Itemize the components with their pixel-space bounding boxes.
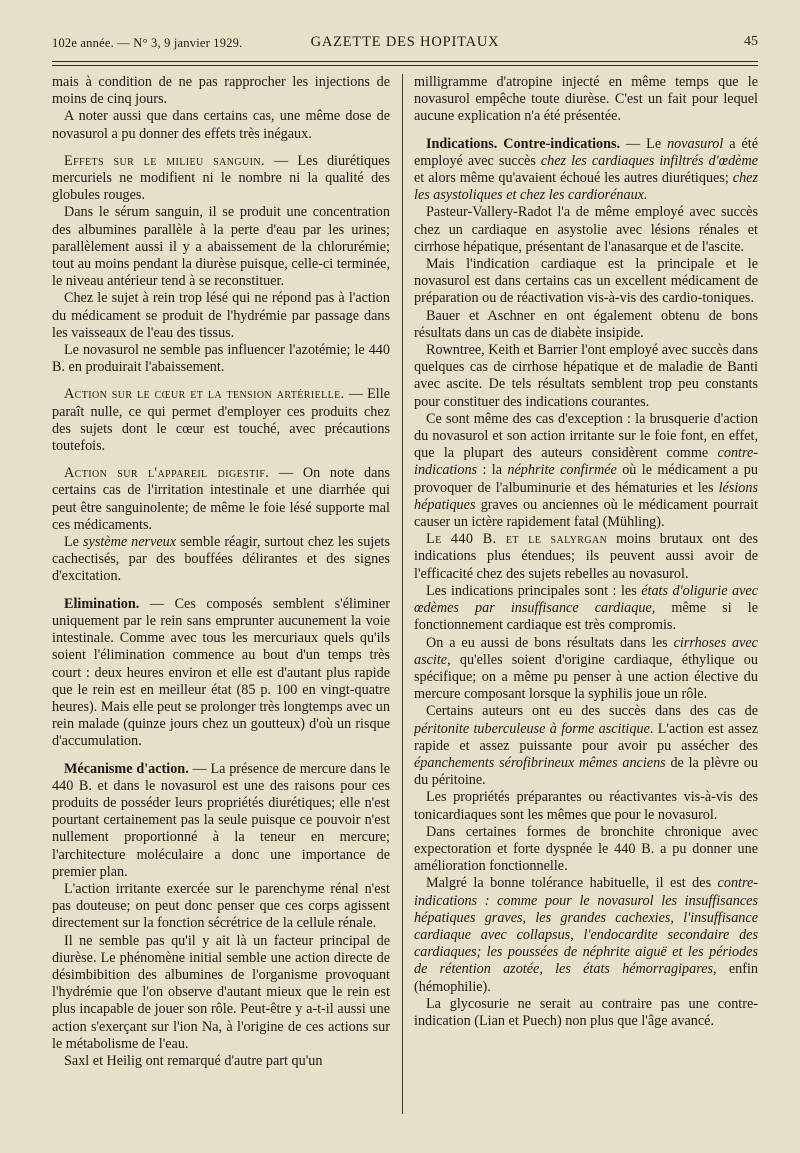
text-run: . L'action est assez rapide et assez puissante pour avoir pu assécher des xyxy=(414,720,758,754)
section-paragraph xyxy=(52,465,390,534)
left-column xyxy=(52,74,390,1144)
section-text: — Ces composés semblent s'éliminer uniquement par le rein sans emprunter aucunement la voie intestinale. Comme avec tous les mercuriaux quels qu'ils soient l'élimination commence au bout d'un temps très court : deux heures environ et elle est d'autant plus rapide que le rein est en meilleur état (85 p. 100 en vingt-quatre heures). Mais elle peut se prolonger très longtemps avec un rein malade (quinze jours chez un goutteux) d'où un risque d'accumulation. xyxy=(52,595,390,750)
section-text: moins brutaux ont des indications plus étendues; ils peuvent aussi avoir de l'efficacité chez des sujets rebelles au novasurol. xyxy=(414,531,758,582)
italic-run: contre-indications xyxy=(414,445,758,479)
italic-run: chez les asystoliques et chez les cardiorénaux. xyxy=(414,170,758,204)
section-heading: Elimination. xyxy=(64,595,140,612)
text-run: où le médicament a pu provoquer de l'albuminurie et des hématuries et les xyxy=(414,462,758,496)
italic-run: lésions hépatiques xyxy=(414,479,758,513)
paragraph xyxy=(414,531,758,583)
paragraph: mais à condition de ne pas rapprocher les injections de moins de cinq jours. xyxy=(52,74,390,108)
page-header xyxy=(52,30,758,54)
paragraph: Rowntree, Keith et Barrier l'ont employé avec succès dans quelques cas de cirrhose hépatique et de maladie de Banti avec ascite. De tels résultats semblent trop peu constants pour constituer des indications courantes. xyxy=(414,342,758,410)
page-number: 45 xyxy=(744,34,758,49)
section-text: — On note dans certains cas de l'irritation intestinale et une diarrhée qui peut être sanguinolente; de même le foie lésé supporte mal ces médicaments. xyxy=(52,465,390,533)
section-heading: Action sur l'appareil digestif. xyxy=(64,465,270,482)
paragraph xyxy=(414,703,758,789)
italic-run: chez les cardiaques infiltrés d'œdème xyxy=(540,152,758,169)
text-run: graves ou anciennes où le médicament pourrait causer un ictère rapidement fatal (Mühling). xyxy=(414,496,758,531)
text-run: , même si le fonctionnement cardiaque est très compromis. xyxy=(414,600,758,634)
section-heading: Indications. Contre-indications. xyxy=(426,135,621,152)
paragraph xyxy=(414,411,758,531)
header-rule-bottom xyxy=(52,65,758,66)
right-column xyxy=(414,74,758,1144)
text-run: : la xyxy=(477,462,508,479)
italic-run: péritonite tuberculeuse à forme ascitique xyxy=(414,720,650,737)
paragraph xyxy=(414,635,758,704)
column-divider xyxy=(402,74,403,1114)
text-run: — Le xyxy=(620,135,668,152)
paragraph: La glycosurie ne serait au contraire pas une contre-indication (Lian et Puech) non plus que l'âge avancé. xyxy=(414,995,758,1029)
section-text: — La présence de mercure dans le 440 B. et dans le novasurol est une des raisons pour ces produits de posséder leurs propriétés diurétiques; elle n'est pourtant certainement pas la seule puisque ce pouvoir n'est nullement proportionné à la teneur en mercure; l'architecture moléculaire a donc une importance de premier plan. xyxy=(52,760,390,880)
paragraph xyxy=(414,583,758,635)
paragraph xyxy=(414,875,758,995)
paragraph: Dans certaines formes de bronchite chronique avec expectoration et forte dyspnée le 440 B. a pu donner une amélioration fonctionnelle. xyxy=(414,823,758,875)
text-run: , qu'elles soient d'origine cardiaque, éthylique ou spécifique; on a même pu penser à une action élective du mercure composant lorsque la syphilis joue un rôle. xyxy=(414,651,758,703)
italic-run: épanchements sérofibrineux mêmes anciens xyxy=(414,754,666,771)
text-run: et alors même qu'avaient échoué les autres diurétiques; xyxy=(414,170,733,187)
section-heading: Effets sur le milieu sanguin. xyxy=(64,152,265,169)
italic-run: cirrhoses avec ascite xyxy=(414,634,758,668)
paragraph: Les propriétés préparantes ou réactivantes vis-à-vis des tonicardiaques sont les mêmes que pour le novasurol. xyxy=(414,789,758,823)
issue-info: 102e année. — N° 3, 9 janvier 1929. xyxy=(52,36,243,50)
section-paragraph xyxy=(52,153,390,205)
paragraph: Le novasurol ne semble pas influencer l'azotémie; le 440 B. en produirait l'abaissement. xyxy=(52,342,390,376)
journal-title: GAZETTE DES HOPITAUX xyxy=(310,34,500,50)
text-run: Certains auteurs ont eu des succès dans des cas de xyxy=(426,703,758,720)
paragraph: Bauer et Aschner en ont également obtenu de bons résultats dans un cas de diabète insipide. xyxy=(414,307,758,341)
italic-run: états d'oligurie avec œdèmes par insuffisance cardiaque xyxy=(414,582,758,617)
text-run: Malgré la bonne tolérance habituelle, il est des xyxy=(426,875,718,892)
text-run: Ce sont même des cas d'exception : la brusquerie d'action du novasurol et son action irritante sur le foie font, en effet, que la plupart des auteurs considèrent comme xyxy=(414,410,758,462)
italic-run: novasurol xyxy=(667,135,724,152)
italic-run: néphrite confirmée xyxy=(507,462,617,479)
paragraph: Saxl et Heilig ont remarqué d'autre part qu'un xyxy=(64,1052,323,1069)
section-text: — Les diurétiques mercuriels ne modifient ni le nombre ni la qualité des globules rouges. xyxy=(52,152,390,204)
text-run: semble réagir, surtout chez les sujets cachectisés, par des bouffées délirantes et des signes d'excitation. xyxy=(52,534,390,585)
text-run: , enfin (hémophilie). xyxy=(414,961,758,995)
section-paragraph xyxy=(52,386,390,455)
text-run: Les indications principales sont : les xyxy=(426,582,642,599)
section-paragraph xyxy=(52,761,390,881)
paragraph: Mais l'indication cardiaque est la principale et le novasurol est dans certains cas un excellent médicament de préparation ou de réactivation vis-à-vis des cardio-toniques. xyxy=(414,256,758,307)
italic-run: contre-indications : comme pour le novasurol les insuffisances hépatiques graves, les grandes cachexies, l'insuffisance cardiaque avec collapsus, l'endocardite secondaire des cardiaques; les poussées de néphrite aiguë et les périodes de rétention azotée, les états hémorragipares xyxy=(414,875,758,978)
section-heading: Le 440 B. et le salyrgan xyxy=(426,531,608,548)
section-text: — Elle paraît nulle, ce qui permet d'employer ces produits chez des sujets dont le cœur est touché, avec précautions toutefois. xyxy=(52,386,390,455)
paragraph: L'action irritante exercée sur le parenchyme rénal n'est pas douteuse; on peut donc penser que ces corps agissent directement sur la fonction sécrétrice de la cellule rénale. xyxy=(52,880,390,932)
text-run: a été employé avec succès xyxy=(414,135,758,169)
section-heading: Mécanisme d'action. xyxy=(64,760,189,777)
section-paragraph xyxy=(52,596,390,751)
text-run: Le xyxy=(64,534,83,551)
paragraph: A noter aussi que dans certains cas, une même dose de novasurol a pu donner des effets très inégaux. xyxy=(52,108,390,142)
paragraph: Chez le sujet à rein trop lésé qui ne répond pas à l'action du médicament se produit de l'hydrémie par passage dans les vaisseaux de l'eau des tissus. xyxy=(52,290,390,341)
paragraph: Pasteur-Vallery-Radot l'a de même employé avec succès chez un cardiaque en asystolie avec lésions rénales et cirrhose hépatique, présentant de l'anasarque et de l'ascite. xyxy=(414,204,758,255)
paragraph xyxy=(52,534,390,586)
text-run: On a eu aussi de bons résultats dans les xyxy=(426,634,674,651)
paragraph: Il ne semble pas qu'il y ait là un facteur principal de diurèse. Le phénomène initial semble une action directe de désimbibition des albumines de l'organisme provoquant l'hydrémie que l'on observe d'autant mieux que le rein est plus incapable de jouer son rôle. Peut-être y a-t-il aussi une action s'exerçant sur l'ion Na, à l'origine de ces actions sur le métabolisme de l'eau. xyxy=(52,932,390,1052)
paragraph: milligramme d'atropine injecté en même temps que le novasurol empêche toute diurèse. C'est un fait pour lequel aucune explication n'a été présentée. xyxy=(414,74,758,125)
header-rule-top xyxy=(52,61,758,62)
section-heading: Action sur le cœur et la tension artérielle. xyxy=(64,386,345,403)
text-run: de la plèvre ou du péritoine. xyxy=(414,754,758,789)
italic-run: système nerveux xyxy=(83,534,177,551)
section-paragraph xyxy=(414,136,758,205)
paragraph: Dans le sérum sanguin, il se produit une concentration des albumines parallèle à la perte d'eau par les urines; parallèlement aussi il y a abaissement de la chlorurémie; tout au moins pendant la diurèse puisque, celle-ci terminée, le niveau antérieur tend à se reconstituer. xyxy=(52,204,390,290)
